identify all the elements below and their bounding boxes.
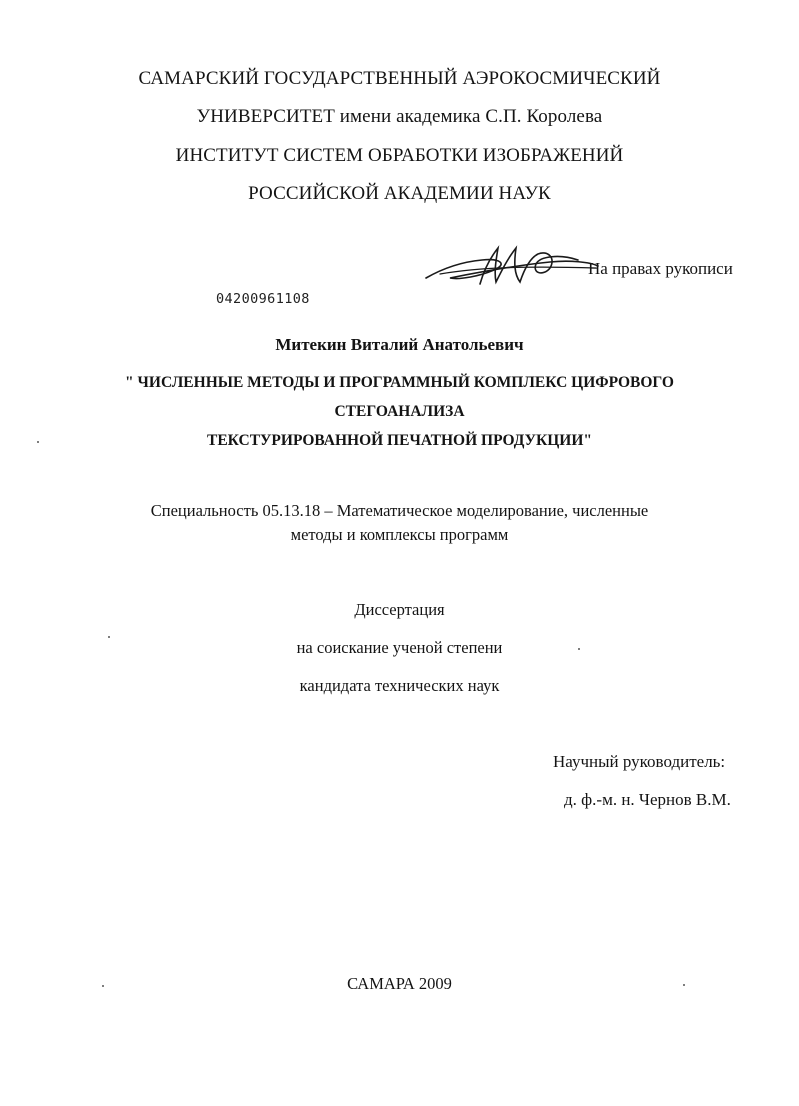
scan-speck — [37, 441, 39, 443]
degree-line-1: Диссертация — [354, 600, 445, 619]
thesis-title-line-3: ТЕКСТУРИРОВАННОЙ ПЕЧАТНОЙ ПРОДУКЦИИ" — [207, 432, 592, 449]
scan-speck — [683, 984, 685, 986]
institution-line-4: РОССИЙСКОЙ АКАДЕМИИ НАУК — [248, 183, 551, 204]
city-year: САМАРА 2009 — [347, 974, 452, 993]
handwritten-signature — [420, 240, 600, 290]
degree-line-2: на соискание ученой степени — [296, 638, 503, 657]
institution-line-1: САМАРСКИЙ ГОСУДАРСТВЕННЫЙ АЭРОКОСМИЧЕСКИЙ — [138, 68, 661, 89]
scan-speck — [102, 985, 104, 987]
registration-number: 04200961108 — [216, 291, 310, 307]
degree-line-3: кандидата технических наук — [299, 676, 500, 695]
institution-line-3: ИНСТИТУТ СИСТЕМ ОБРАБОТКИ ИЗОБРАЖЕНИЙ — [175, 145, 624, 166]
specialty-line-2: методы и комплексы программ — [290, 525, 509, 544]
scan-speck — [578, 648, 580, 650]
supervisor-label: Научный руководитель: — [553, 752, 726, 771]
manuscript-rights-label: На правах рукописи — [588, 259, 733, 278]
supervisor-name: д. ф.-м. н. Чернов В.М. — [564, 790, 731, 809]
specialty-line-1: Специальность 05.13.18 – Математическое моделирование, численные — [150, 501, 649, 520]
author-name: Митекин Виталий Анатольевич — [275, 335, 524, 354]
scan-speck — [108, 636, 110, 638]
thesis-title-line-1: " ЧИСЛЕННЫЕ МЕТОДЫ И ПРОГРАММНЫЙ КОМПЛЕКС ЦИФРОВОГО — [125, 374, 674, 391]
thesis-title-line-2: СТЕГОАНАЛИЗА — [334, 403, 465, 420]
institution-line-2: УНИВЕРСИТЕТ имени академика С.П. Королева — [196, 106, 603, 127]
